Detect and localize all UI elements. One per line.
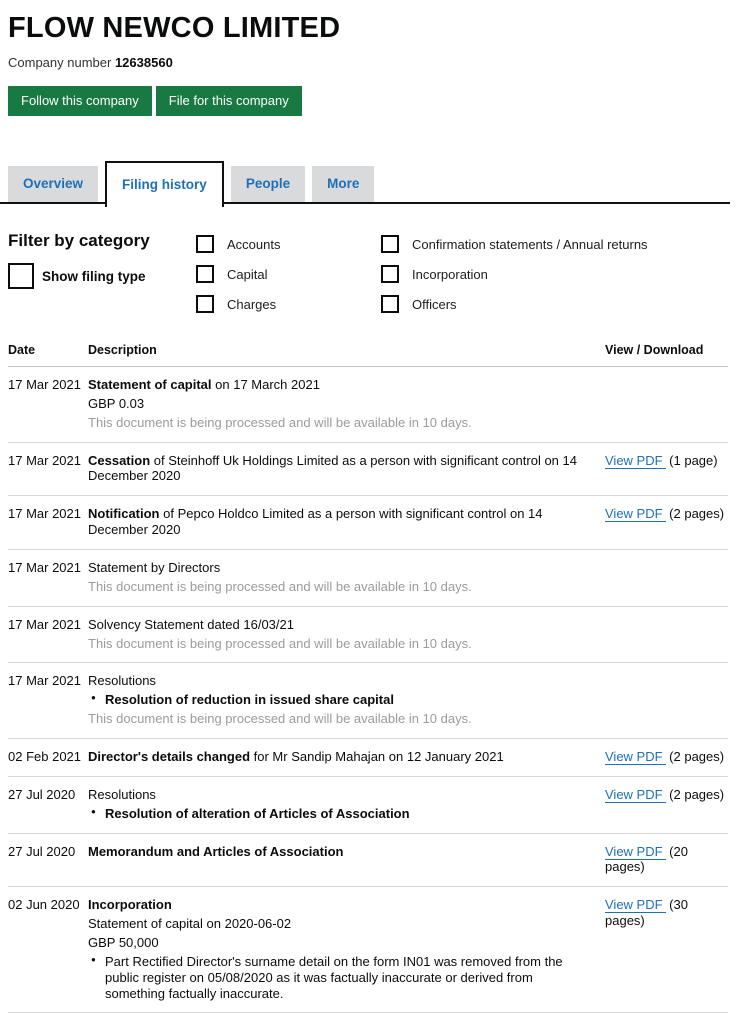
view-pdf-link[interactable]: View PDF — [605, 749, 666, 765]
tab-more[interactable]: More — [312, 166, 374, 202]
checkbox-accounts[interactable] — [196, 235, 214, 253]
description-line: Cessation of Steinhoff Uk Holdings Limited as a person with significant control on 14 December 2020 — [88, 452, 577, 484]
description-line: Director's details changed for Mr Sandip Mahajan on 12 January 2021 — [88, 749, 504, 765]
filter-category-label: Accounts — [227, 236, 281, 252]
row-description — [88, 560, 605, 595]
row-description — [88, 673, 605, 727]
row-view-download — [605, 787, 728, 822]
description-line: Notification of Pepco Holdco Limited as a person with significant control on 14 December 2020 — [88, 506, 543, 538]
row-date: 17 Mar 2021 — [8, 377, 81, 392]
page-title: FLOW NEWCO LIMITED — [8, 12, 341, 44]
checkbox-charges[interactable] — [196, 295, 214, 313]
row-description — [88, 844, 605, 876]
page-count: (2 pages) — [665, 749, 725, 765]
filter-heading: Filter by category — [8, 231, 150, 250]
checkbox-officers[interactable] — [381, 295, 399, 313]
filing-history-table — [8, 343, 728, 1013]
description-line: ● Resolution of alteration of Articles of Association — [88, 806, 593, 822]
row-view-download — [605, 506, 728, 538]
checkbox-incorporation[interactable] — [381, 265, 399, 283]
description-line: This document is being processed and will be available in 10 days. — [88, 711, 472, 727]
description-line: Resolutions — [88, 673, 156, 689]
filter-category-charges[interactable] — [196, 295, 381, 313]
row-date: 02 Jun 2020 — [8, 897, 80, 913]
description-line: Statement of capital on 2020-06-02 — [88, 916, 292, 932]
company-number-value: 12638560 — [114, 55, 173, 70]
page-count: (2 pages) — [665, 786, 725, 802]
row-view-download — [605, 673, 728, 727]
description-line: This document is being processed and will be available in 10 days. — [88, 414, 472, 430]
description-line: Statement of capital on 17 March 2021 — [88, 377, 320, 392]
table-row — [8, 496, 728, 550]
header-buttons — [8, 86, 749, 116]
row-date: 17 Mar 2021 — [8, 673, 81, 689]
table-row — [8, 550, 728, 607]
view-pdf-link[interactable]: View PDF — [605, 506, 666, 522]
description-line: Solvency Statement dated 16/03/21 — [88, 616, 294, 632]
view-pdf-link[interactable]: View PDF — [605, 453, 666, 469]
filter-category-column-2 — [381, 231, 648, 313]
page-count: (30 pages) — [605, 897, 688, 929]
show-filing-type-row[interactable] — [8, 263, 196, 289]
row-description — [88, 453, 605, 485]
row-date: 02 Feb 2021 — [8, 749, 82, 765]
table-header-description: Description — [88, 343, 157, 357]
row-date: 17 Mar 2021 — [8, 452, 81, 468]
filter-category-accounts[interactable] — [196, 235, 381, 253]
filter-category-label: Incorporation — [412, 266, 488, 282]
description-line: Resolutions — [88, 786, 156, 802]
row-date: 27 Jul 2020 — [8, 843, 76, 859]
company-header — [0, 0, 749, 116]
description-line: This document is being processed and will be available in 10 days. — [88, 578, 472, 594]
description-line: This document is being processed and will be available in 10 days. — [88, 635, 472, 651]
row-description — [88, 377, 605, 431]
table-row — [8, 607, 728, 664]
filter-category-label: Capital — [227, 266, 268, 282]
filter-category-column-1 — [196, 231, 381, 313]
table-row — [8, 443, 728, 497]
filter-category-label: Charges — [227, 296, 277, 312]
row-description — [88, 617, 605, 652]
table-row — [8, 367, 728, 443]
table-body — [8, 367, 728, 1013]
file-company-button[interactable]: File for this company — [156, 86, 302, 116]
row-view-download — [605, 453, 728, 485]
row-date: 17 Mar 2021 — [8, 616, 81, 632]
description-line: GBP 0.03 — [88, 395, 145, 411]
follow-company-button[interactable]: Follow this company — [8, 86, 152, 116]
row-description — [88, 787, 605, 822]
row-view-download — [605, 844, 728, 876]
description-line: Memorandum and Articles of Association — [88, 843, 344, 859]
description-line: Incorporation — [88, 897, 172, 913]
description-line: ● Part Rectified Director's surname detail on the form IN01 was removed from the public register on 05/08/2020 as it was factually inaccurate or derived from something factually inaccurate. — [88, 954, 593, 1002]
show-filing-type-label: Show filing type — [42, 268, 146, 284]
table-row — [8, 663, 728, 739]
row-description — [88, 749, 605, 765]
row-view-download — [605, 897, 728, 1001]
page-count: (20 pages) — [605, 843, 688, 875]
row-description — [88, 897, 605, 1001]
row-view-download — [605, 617, 728, 652]
page-count: (1 page) — [665, 452, 718, 468]
tab-overview[interactable]: Overview — [8, 166, 98, 202]
tab-filing-history[interactable]: Filing history — [105, 161, 224, 207]
table-row — [8, 739, 728, 777]
row-date: 17 Mar 2021 — [8, 560, 81, 576]
table-header-date: Date — [8, 343, 36, 357]
table-row — [8, 777, 728, 834]
description-line: GBP 50,000 — [88, 935, 159, 951]
row-date: 27 Jul 2020 — [8, 786, 76, 802]
row-date: 17 Mar 2021 — [8, 506, 81, 522]
tab-people[interactable]: People — [231, 166, 305, 202]
filter-category-incorporation[interactable] — [381, 265, 648, 283]
table-header-view-download: View / Download — [605, 343, 704, 357]
view-pdf-link[interactable]: View PDF — [605, 844, 666, 860]
show-filing-type-checkbox[interactable] — [8, 263, 34, 289]
filter-category-label: Confirmation statements / Annual returns — [412, 236, 648, 252]
row-view-download — [605, 749, 728, 765]
row-view-download — [605, 377, 728, 431]
company-number-label: Company number — [8, 55, 115, 70]
company-number — [8, 55, 749, 70]
tab-bar — [0, 161, 730, 204]
table-row — [8, 834, 728, 888]
filter-category-officers[interactable] — [381, 295, 648, 313]
filter-category-confirmation-statements[interactable] — [381, 235, 648, 253]
description-line: Statement by Directors — [88, 560, 221, 576]
view-pdf-link[interactable]: View PDF — [605, 787, 666, 803]
checkbox-capital[interactable] — [196, 265, 214, 283]
page-count: (2 pages) — [665, 506, 725, 522]
table-header-row — [8, 343, 728, 367]
description-line: ● Resolution of reduction in issued share capital — [88, 692, 593, 708]
row-view-download — [605, 560, 728, 595]
filter-category-label: Officers — [412, 296, 457, 312]
filter-left — [8, 231, 196, 313]
table-row — [8, 887, 728, 1013]
checkbox-confirmation-statements[interactable] — [381, 235, 399, 253]
filter-by-category — [0, 204, 749, 313]
row-description — [88, 506, 605, 538]
filter-category-capital[interactable] — [196, 265, 381, 283]
view-pdf-link[interactable]: View PDF — [605, 897, 666, 913]
